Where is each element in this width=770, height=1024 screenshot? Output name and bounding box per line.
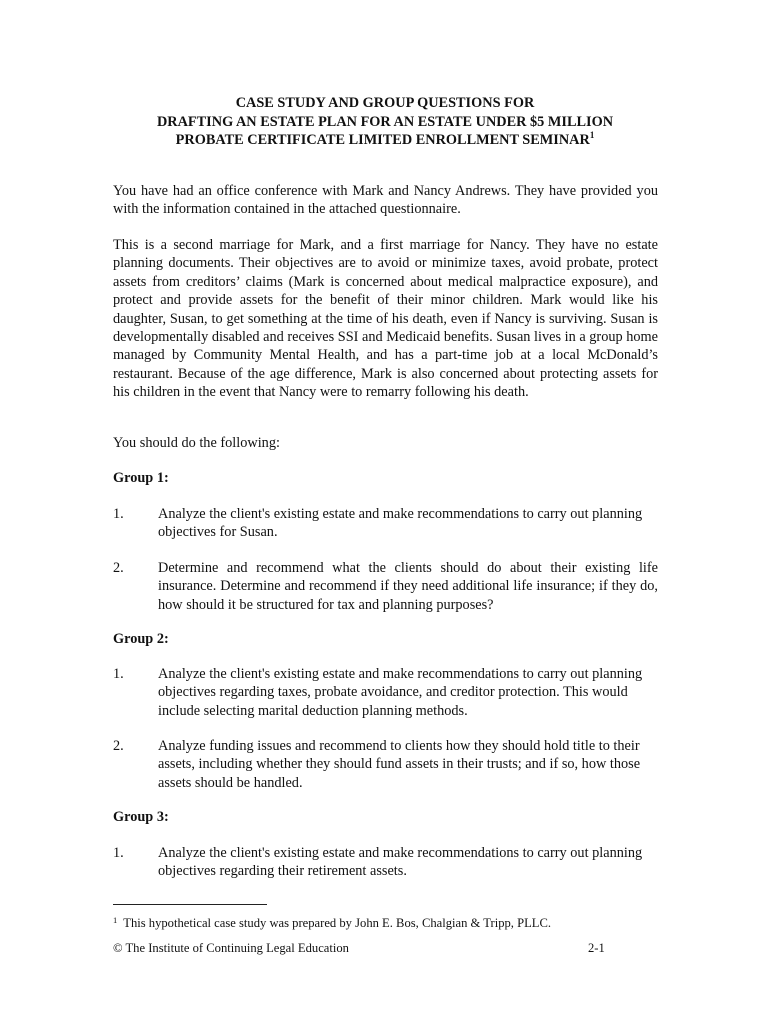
group-2-heading: Group 2:	[113, 631, 169, 647]
title-line-2: DRAFTING AN ESTATE PLAN FOR AN ESTATE UNDER $5 MILLION	[156, 113, 614, 130]
group-2-item-1-number: 1.	[113, 666, 124, 682]
footnote	[113, 912, 551, 931]
footer-copyright: © The Institute of Continuing Legal Education	[113, 941, 349, 955]
intro-paragraph-3: You should do the following:	[113, 435, 280, 451]
title-line-1: CASE STUDY AND GROUP QUESTIONS FOR	[235, 95, 535, 111]
footnote-text: This hypothetical case study was prepared by John E. Bos, Chalgian & Tripp, PLLC.	[123, 916, 552, 930]
group-3-item-1-number: 1.	[113, 845, 124, 861]
group-1-item-2-number: 2.	[113, 560, 124, 576]
title-footnote-ref: 1	[589, 130, 595, 140]
group-1-item-1-text: Analyze the client's existing estate and make recommendations to carry out planning objectives for Susan.	[158, 506, 643, 541]
group-1-item-1-number: 1.	[113, 506, 124, 522]
title-line-3	[100, 131, 670, 150]
footnote-divider	[113, 904, 267, 905]
page-title	[100, 94, 670, 150]
group-3-item-1-text: Analyze the client's existing estate and make recommendations to carry out planning objectives regarding their retirement assets.	[158, 845, 643, 880]
group-2-item-2-number: 2.	[113, 738, 124, 754]
title-line-3-text: PROBATE CERTIFICATE LIMITED ENROLLMENT SEMINAR	[175, 132, 590, 148]
group-1-item-2-text: Determine and recommend what the clients should do about their existing life insurance. Determine and recommend if they need additional life insurance; if they do, how should it be structured for tax and planning purposes?	[158, 560, 658, 613]
group-3-heading: Group 3:	[113, 809, 169, 825]
group-1-heading: Group 1:	[113, 470, 169, 486]
page-number: 2-1	[588, 941, 605, 955]
intro-paragraph-1: You have had an office conference with Mark and Nancy Andrews. They have provided you with the information contained in the attached questionnaire.	[113, 183, 658, 218]
footnote-mark: 1	[113, 915, 118, 925]
intro-paragraph-2: This is a second marriage for Mark, and a first marriage for Nancy. They have no estate planning documents. Their objectives are to avoid or minimize taxes, avoid probate, protect assets from creditors’ claims (Mark is concerned about medical malpractice exposure), and protect and provide assets for the benefit of their minor children. Mark would like his daughter, Susan, to get something at the time of his death, even if Nancy is surviving. Susan is developmentally disabled and receives SSI and Medicaid benefits. Susan lives in a group home managed by Community Mental Health, and has a part-time job at a local McDonald’s restaurant. Because of the age difference, Mark is also concerned about protecting assets for his children in the event that Nancy were to remarry following his death.	[113, 237, 658, 401]
group-2-item-2-text: Analyze funding issues and recommend to clients how they should hold title to their assets, including whether they should fund assets in their trusts; and if so, how those assets should be handled.	[158, 738, 641, 791]
group-2-item-1-text: Analyze the client's existing estate and make recommendations to carry out planning objectives regarding taxes, probate avoidance, and creditor protection. This would include selecting marital deduction planning methods.	[158, 666, 643, 719]
